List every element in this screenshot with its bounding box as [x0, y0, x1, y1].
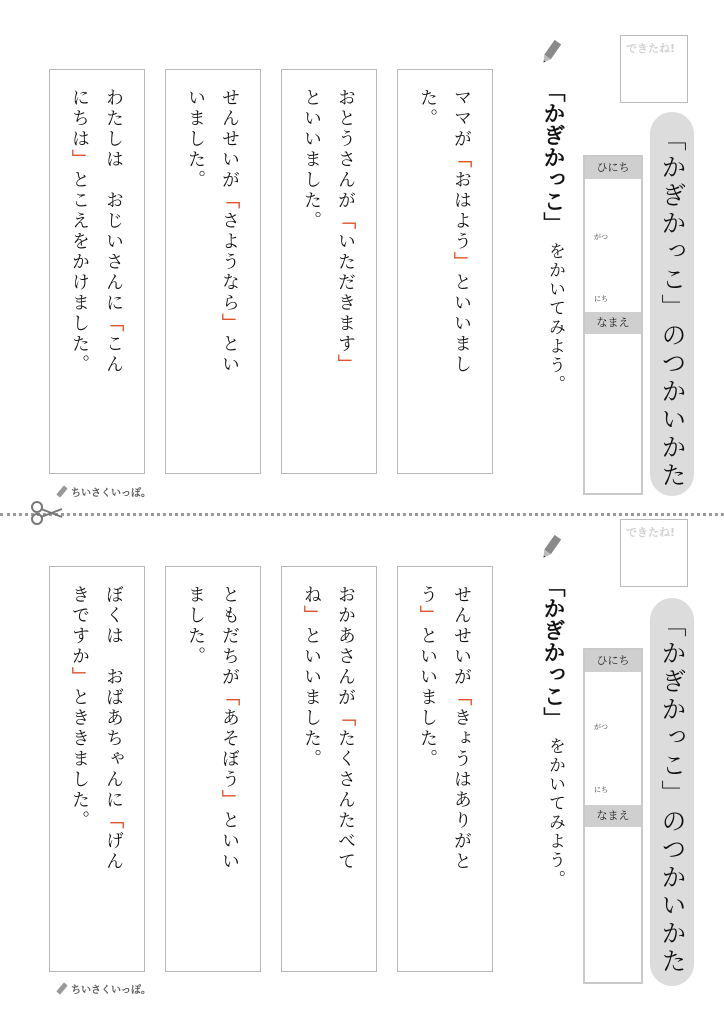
- sentence-text: といいました。: [301, 88, 322, 232]
- quote-bracket: 「: [219, 687, 240, 708]
- sentence-text: さようなら: [219, 211, 240, 314]
- date-name-box: [583, 648, 643, 984]
- sentence-text: といいました。: [301, 626, 322, 770]
- sentence-line: [220, 88, 238, 375]
- worksheet-title: [650, 598, 694, 986]
- pencil-logo-icon: [56, 982, 68, 994]
- quote-bracket: 「: [103, 810, 124, 831]
- sentence-card: [281, 69, 377, 474]
- brand-logo: [56, 981, 151, 996]
- sentence-text: といいました。: [417, 626, 438, 770]
- instruction-rest: をかいてみよう。: [545, 242, 565, 394]
- sentence-text: あそぼう: [219, 708, 240, 790]
- sentence-card: [281, 566, 377, 972]
- sentence-text: せんせいが: [451, 585, 472, 688]
- sentence-text: とこえをかけました。: [69, 170, 90, 375]
- sentence-card: [397, 566, 493, 972]
- logo-text: ちいさくいっぽ。: [71, 985, 151, 996]
- sentence-card: [397, 69, 493, 474]
- instruction-rest: をかいてみよう。: [545, 737, 565, 889]
- sentence-card: [49, 69, 145, 474]
- month-label: がつ: [594, 233, 608, 241]
- sentence-text: おはよう: [451, 170, 472, 252]
- quote-bracket: 」: [451, 252, 472, 273]
- sentence-text: おとうさんが: [335, 88, 356, 211]
- quote-bracket: 「: [451, 687, 472, 708]
- sentence-text: にちは: [69, 88, 90, 150]
- sentence-line: [70, 585, 88, 831]
- sentence-text: たくさんたべて: [335, 728, 356, 872]
- sentence-text: ともだちが: [219, 585, 240, 688]
- sentence-card: [165, 69, 261, 474]
- sentence-text: きょうはありがと: [451, 708, 472, 872]
- pencil-icon: [540, 533, 562, 561]
- quote-bracket: 」: [417, 605, 438, 626]
- sentence-text: た。: [417, 88, 438, 129]
- quote-bracket: 「: [219, 190, 240, 211]
- sentence-text: といい: [219, 810, 240, 872]
- quote-bracket: 」: [219, 790, 240, 811]
- sentence-line: [452, 585, 470, 872]
- quote-bracket: 「: [103, 313, 124, 334]
- sentence-text: ました。: [185, 585, 206, 667]
- sentence-line: [418, 585, 436, 770]
- sentence-text: といいまし: [451, 272, 472, 375]
- brand-logo: [56, 484, 151, 499]
- done-stamp-box: [620, 35, 688, 103]
- sentence-text: いました。: [185, 88, 206, 191]
- sentence-text: う: [417, 585, 438, 606]
- sentence-text: せんせいが: [219, 88, 240, 191]
- month-label: がつ: [594, 723, 608, 731]
- sentence-card: [165, 566, 261, 972]
- sentence-line: [452, 88, 470, 375]
- quote-bracket: 」: [69, 149, 90, 170]
- sentence-line: [104, 88, 122, 375]
- sentence-text: こん: [103, 334, 124, 375]
- worksheet-title: [650, 112, 694, 496]
- quote-bracket: 「: [335, 708, 356, 729]
- sentence-line: [104, 585, 122, 872]
- quote-bracket: 「: [335, 211, 356, 232]
- pencil-logo-icon: [56, 485, 68, 497]
- sentence-line: [70, 88, 88, 375]
- instruction-bold: 「かぎかっこ」: [540, 80, 565, 234]
- sentence-line: [336, 88, 354, 375]
- sentence-text: とい: [219, 334, 240, 375]
- sentence-text: わたしは おじいさんに: [103, 88, 124, 314]
- sentence-text: きですか: [69, 585, 90, 667]
- sentence-card: [49, 566, 145, 972]
- sentence-text: ね: [301, 585, 322, 606]
- done-stamp-box: [620, 519, 688, 587]
- sentence-line: [186, 88, 204, 191]
- instruction-bold: 「かぎかっこ」: [540, 575, 565, 729]
- sentence-text: げん: [103, 831, 124, 872]
- name-label: なまえ: [585, 805, 641, 827]
- sentence-line: [186, 585, 204, 667]
- quote-bracket: 」: [335, 354, 356, 375]
- sentence-line: [302, 88, 320, 232]
- sentence-text: ぼくは おばあちゃんに: [103, 585, 124, 811]
- quote-bracket: 」: [219, 313, 240, 334]
- sentence-text: おかあさんが: [335, 585, 356, 708]
- quote-bracket: 」: [69, 667, 90, 688]
- sentence-line: [336, 585, 354, 872]
- sentence-line: [302, 585, 320, 770]
- date-label: ひにち: [585, 157, 641, 179]
- day-label: にち: [594, 786, 608, 794]
- cut-line: [0, 513, 724, 516]
- sentence-text: ママが: [451, 88, 472, 150]
- sentence-text: いただきます: [335, 231, 356, 355]
- day-label: にち: [594, 295, 608, 303]
- sentence-line: [418, 88, 436, 129]
- logo-text: ちいさくいっぽ。: [71, 488, 151, 499]
- instruction: [537, 575, 568, 889]
- done-label: できたね!: [626, 42, 676, 55]
- sentence-line: [220, 585, 238, 872]
- scissors-icon: [30, 501, 64, 525]
- date-label: ひにち: [585, 650, 641, 672]
- instruction: [537, 80, 568, 394]
- pencil-icon: [540, 38, 562, 66]
- done-label: できたね!: [626, 526, 676, 539]
- title-text: 「かぎかっこ」のつかいかた: [658, 126, 687, 490]
- date-name-box: [583, 155, 643, 495]
- quote-bracket: 」: [301, 605, 322, 626]
- quote-bracket: 「: [451, 149, 472, 170]
- name-label: なまえ: [585, 312, 641, 334]
- sentence-text: とききました。: [69, 687, 90, 831]
- title-text: 「かぎかっこ」のつかいかた: [658, 612, 687, 976]
